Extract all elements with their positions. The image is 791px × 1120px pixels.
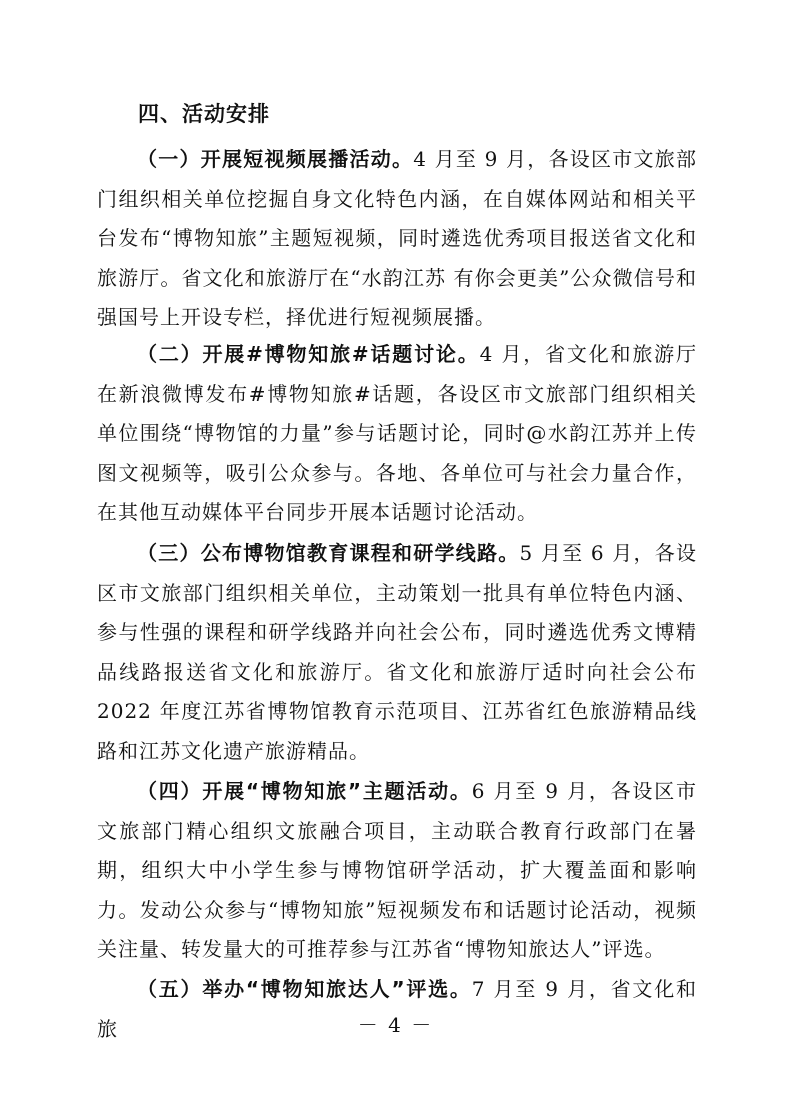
paragraph-2	[97, 335, 697, 533]
paragraph-4-lead: （四）开展“博物知旅”主题活动。	[137, 779, 472, 803]
paragraph-1-body: 4 月至 9 月，各设区市文旅部门组织相关单位挖掘自身文化特色内涵，在自媒体网站和相关平台发布“博物知旅”主题短视频，同时遴选优秀项目报送省文化和旅游厅。省文化和旅游厅在“水韵江苏 有你会更美”公众微信号和强国号上开设专栏，择优进行短视频展播。	[97, 147, 697, 330]
paragraph-3	[97, 534, 697, 772]
paragraph-4	[97, 772, 697, 970]
paragraph-2-body: 4 月，省文化和旅游厅在新浪微博发布#博物知旅#话题，各设区市文旅部门组织相关单位围绕“博物馆的力量”参与话题讨论，同时@水韵江苏并上传图文视频等，吸引公众参与。各地、各单位可与社会力量合作，在其他互动媒体平台同步开展本话题讨论活动。	[97, 342, 698, 525]
paragraph-2-lead: （二）开展#博物知旅#话题讨论。	[137, 342, 480, 366]
page-number: － 4 －	[357, 1013, 434, 1037]
paragraph-1	[97, 140, 697, 338]
section-heading: 四、活动安排	[138, 102, 270, 126]
paragraph-5-body: 7 月至 9 月，省文化和旅	[97, 977, 697, 1041]
paragraph-5-lead: （五）举办“博物知旅达人”评选。	[137, 977, 472, 1001]
paragraph-4-body: 6 月至 9 月，各设区市文旅部门精心组织文旅融合项目，主动联合教育行政部门在暑期，组织大中小学生参与博物馆研学活动，扩大覆盖面和影响力。发动公众参与“博物知旅”短视频发布和话题讨论活动，视频关注量、转发量大的可推荐参与江苏省“博物知旅达人”评选。	[97, 779, 697, 962]
paragraph-1-lead: （一）开展短视频展播活动。	[137, 147, 414, 171]
paragraph-3-body: 5 月至 6 月，各设区市文旅部门组织相关单位，主动策划一批具有单位特色内涵、参与性强的课程和研学线路并向社会公布，同时遴选优秀文博精品线路报送省文化和旅游厅。省文化和旅游厅适时向社会公布 2022 年度江苏省博物馆教育示范项目、江苏省红色旅游精品线路和江苏文化遗产旅游精品。	[97, 541, 697, 763]
paragraph-3-lead: （三）公布博物馆教育课程和研学线路。	[137, 541, 520, 565]
